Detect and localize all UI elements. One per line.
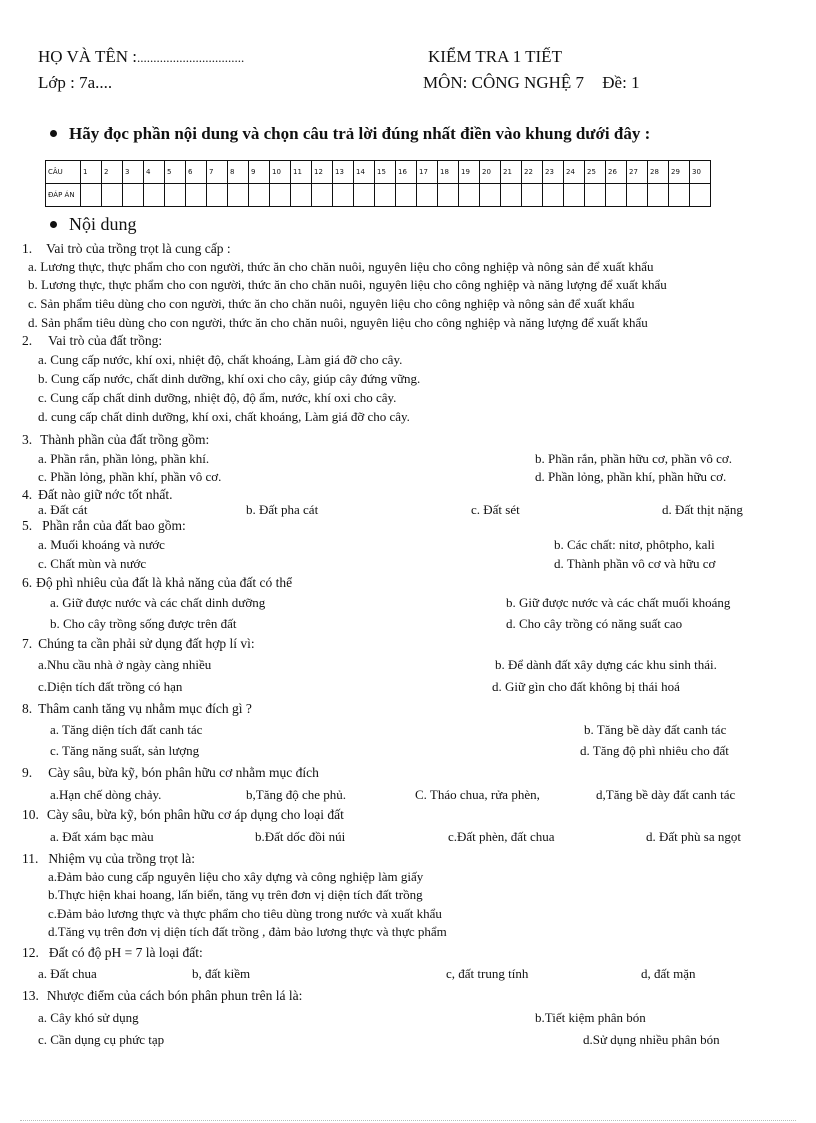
answer-cell[interactable] (291, 184, 312, 207)
answer-cell[interactable] (228, 184, 249, 207)
answer-cell[interactable] (522, 184, 543, 207)
question-8: 8. Thâm canh tăng vụ nhằm mục đích gì ? (22, 701, 252, 716)
question-number-cell: 12 (312, 161, 333, 184)
option[interactable]: d. Phần lỏng, phần khí, phần hữu cơ. (535, 469, 727, 484)
answer-cell[interactable] (123, 184, 144, 207)
question-6: 6. Độ phì nhiêu của đất là khả năng của đất có thể (22, 575, 293, 590)
option[interactable]: b. Giữ được nước và các chất muối khoáng (506, 595, 731, 610)
option[interactable]: c. Chất mùn và nước (38, 556, 147, 571)
content-heading: Nội dung (50, 214, 137, 235)
name-fill-dots[interactable]: ................................. (137, 50, 245, 65)
answer-cell[interactable] (249, 184, 270, 207)
test-title: KIỂM TRA 1 TIẾT (428, 47, 562, 66)
answer-cell[interactable] (102, 184, 123, 207)
question-number-cell: 17 (417, 161, 438, 184)
subject-line (423, 73, 640, 93)
option[interactable]: a. Đất xám bạc màu (50, 829, 154, 844)
option[interactable]: b. Đất pha cát (246, 502, 319, 517)
bullet-icon (50, 130, 57, 137)
option[interactable]: c.Đảm bảo lương thực và thực phẩm cho tiêu dùng trong nước và xuất khẩu (48, 906, 442, 921)
option[interactable]: a. Giữ được nước và các chất dinh dưỡng (50, 595, 266, 610)
answer-cell[interactable] (606, 184, 627, 207)
question-number-cell: 3 (123, 161, 144, 184)
answer-cell[interactable] (354, 184, 375, 207)
question-number-cell: 5 (165, 161, 186, 184)
question-number-cell: 30 (690, 161, 711, 184)
option[interactable]: c. Cần dụng cụ phức tạp (38, 1032, 165, 1047)
option[interactable]: a. Cung cấp nước, khí oxi, nhiệt độ, chất khoáng, Làm giá đỡ cho cây. (38, 352, 403, 367)
name-label: HỌ VÀ TÊN :................................. (38, 47, 245, 66)
answer-table-answer-row (46, 184, 711, 207)
option[interactable]: d. Thành phần vô cơ và hữu cơ (554, 556, 716, 571)
option[interactable]: b. Để dành đất xây dựng các khu sinh thái. (495, 657, 717, 672)
question-number-cell: 25 (585, 161, 606, 184)
option[interactable]: d. Tăng độ phì nhiêu cho đất (580, 743, 729, 758)
option[interactable]: d. cung cấp chất dinh dưỡng, khí oxi, chất khoáng, Làm giá đỡ cho cây. (38, 409, 410, 424)
question-number-cell: 11 (291, 161, 312, 184)
option[interactable]: b.Tiết kiệm phân bón (535, 1010, 646, 1025)
answer-cell[interactable] (627, 184, 648, 207)
class-label: Lớp : 7a.... (38, 73, 113, 92)
option[interactable]: b. Phần rắn, phần hữu cơ, phần vô cơ. (535, 451, 732, 466)
question-10: 10. Cày sâu, bừa kỹ, bón phân hữu cơ áp dụng cho loại đất (22, 807, 344, 822)
question-number-cell: 6 (186, 161, 207, 184)
exam-code: Đề: 1 (602, 73, 640, 92)
question-number-cell: 10 (270, 161, 291, 184)
question-12: 12. Đất có độ pH = 7 là loại đất: (22, 945, 203, 960)
answer-cell[interactable] (375, 184, 396, 207)
question-5: 5. Phần rắn của đất bao gồm: (22, 518, 186, 533)
answer-cell[interactable] (396, 184, 417, 207)
question-number-cell: 26 (606, 161, 627, 184)
answer-cell[interactable] (81, 184, 102, 207)
option[interactable]: d. Giữ gìn cho đất không bị thái hoá (492, 679, 680, 694)
answer-cell[interactable] (312, 184, 333, 207)
option[interactable]: d.Sử dụng nhiều phân bón (583, 1032, 720, 1047)
answer-cell[interactable] (270, 184, 291, 207)
option[interactable]: c.Đất phèn, đất chua (448, 829, 555, 844)
question-3: 3. Thành phần của đất trồng gồm: (22, 432, 210, 447)
option[interactable]: a. Đất cát (38, 502, 88, 517)
answer-cell[interactable] (438, 184, 459, 207)
option[interactable]: b.Thực hiện khai hoang, lấn biển, tăng vụ trên đơn vị diện tích đất trồng (48, 887, 423, 902)
option[interactable]: b. Lương thực, thực phẩm cho con người, thức ăn cho chăn nuôi, nguyên liệu cho công nghiệp và năng lượng để xuất khẩu (28, 277, 667, 292)
option[interactable]: d. Sản phẩm tiêu dùng cho con người, thức ăn cho chăn nuôi, nguyên liệu cho công nghiệp và năng lượng để xuất khẩu (28, 315, 648, 330)
question-number-cell: 9 (249, 161, 270, 184)
answer-cell[interactable] (585, 184, 606, 207)
question-number-cell: 24 (564, 161, 585, 184)
question-13: 13. Nhược điểm của cách bón phân phun trên lá là: (22, 988, 303, 1003)
option[interactable]: c.Diện tích đất trồng có hạn (38, 679, 183, 694)
answer-cell[interactable] (417, 184, 438, 207)
question-7: 7. Chúng ta cần phải sử dụng đất hợp lí vì: (22, 636, 255, 651)
option[interactable]: d. Cho cây trồng có năng suất cao (506, 616, 683, 631)
option[interactable]: a. Đất chua (38, 966, 97, 981)
answer-cell[interactable] (144, 184, 165, 207)
question-number-cell: 29 (669, 161, 690, 184)
instruction: Hãy đọc phần nội dung và chọn câu trả lời đúng nhất điền vào khung dưới đây : (50, 124, 650, 144)
question-11: 11. Nhiệm vụ của trồng trọt là: (22, 851, 195, 866)
question-number-cell: 14 (354, 161, 375, 184)
option[interactable]: b. Cung cấp nước, chất dinh dưỡng, khí oxi cho cây, giúp cây đứng vững. (38, 371, 421, 386)
question-number-cell: 22 (522, 161, 543, 184)
answer-cell[interactable] (186, 184, 207, 207)
option[interactable]: a. Lương thực, thực phẩm cho con người, thức ăn cho chăn nuôi, nguyên liệu cho công nghiệp và nông sản để xuất khẩu (28, 259, 654, 274)
subject-label: MÔN: CÔNG NGHỆ 7 (423, 73, 585, 92)
option[interactable]: d. Đất thịt nặng (662, 502, 743, 517)
option[interactable]: b, đất kiềm (192, 966, 251, 981)
answer-cell[interactable] (333, 184, 354, 207)
answer-cell[interactable] (501, 184, 522, 207)
option[interactable]: c. Tăng năng suất, sản lượng (50, 743, 200, 758)
option[interactable]: c. Cung cấp chất dinh dưỡng, nhiệt độ, độ ẩm, nước, khí oxi cho cây. (38, 390, 397, 405)
option[interactable]: C. Tháo chua, rửa phèn, (415, 787, 540, 802)
question-2: 2. Vai trò của đất trồng: (22, 333, 163, 348)
question-number-cell: 28 (648, 161, 669, 184)
option[interactable]: d. Đất phù sa ngọt (646, 829, 741, 844)
question-number-cell: 13 (333, 161, 354, 184)
answer-table-number-row (46, 161, 711, 184)
option[interactable]: c. Phần lỏng, phần khí, phần vô cơ. (38, 469, 222, 484)
question-number-cell: 8 (228, 161, 249, 184)
answer-table (45, 160, 711, 207)
question-number-cell: 15 (375, 161, 396, 184)
option[interactable]: a.Hạn chế dòng chảy. (50, 787, 162, 802)
option[interactable]: d, đất mặn (641, 966, 696, 981)
answer-cell[interactable] (543, 184, 564, 207)
option[interactable]: b,Tăng độ che phủ. (246, 787, 347, 802)
question-9: 9. Cày sâu, bừa kỹ, bón phân hữu cơ nhằm mục đích (22, 765, 319, 780)
question-4: 4. Đất nào giữ nớc tốt nhất. (22, 487, 173, 502)
row-label-question: CÂU (46, 161, 81, 184)
bullet-icon (50, 221, 57, 228)
answer-cell[interactable] (564, 184, 585, 207)
option[interactable]: a.Đảm bảo cung cấp nguyên liệu cho xây dựng và công nghiệp làm giấy (48, 869, 424, 884)
option[interactable]: d,Tăng bề dày đất canh tác (596, 787, 736, 802)
question-number-cell: 23 (543, 161, 564, 184)
answer-cell[interactable] (207, 184, 228, 207)
question-number-cell: 27 (627, 161, 648, 184)
answer-cell[interactable] (165, 184, 186, 207)
question-1: 1. Vai trò của trồng trọt là cung cấp : (22, 241, 231, 256)
option[interactable]: c. Đất sét (471, 502, 520, 517)
option[interactable]: a. Tăng diện tích đất canh tác (50, 722, 203, 737)
option[interactable]: a. Cây khó sử dụng (38, 1010, 139, 1025)
question-number-cell: 2 (102, 161, 123, 184)
row-label-answer: ĐÁP ÁN (46, 184, 81, 207)
answer-cell[interactable] (480, 184, 501, 207)
question-number-cell: 4 (144, 161, 165, 184)
question-number-cell: 16 (396, 161, 417, 184)
option[interactable]: a. Phần rắn, phần lỏng, phần khí. (38, 451, 210, 466)
option[interactable]: a.Nhu cầu nhà ở ngày càng nhiều (38, 657, 212, 672)
answer-cell[interactable] (648, 184, 669, 207)
answer-cell[interactable] (690, 184, 711, 207)
option[interactable]: b. Các chất: nitơ, phôtpho, kali (554, 537, 715, 552)
question-number-cell: 7 (207, 161, 228, 184)
question-number-cell: 1 (81, 161, 102, 184)
answer-cell[interactable] (459, 184, 480, 207)
option[interactable]: a. Muối khoáng và nước (38, 537, 165, 552)
option[interactable]: c. Sản phẩm tiêu dùng cho con người, thức ăn cho chăn nuôi, nguyên liệu cho công nghiệp và nông sản để xuất khẩu (28, 296, 635, 311)
question-number-cell: 19 (459, 161, 480, 184)
question-number-cell: 18 (438, 161, 459, 184)
option[interactable]: b.Đất dốc đồi núi (255, 829, 346, 844)
option[interactable]: b. Tăng bề dày đất canh tác (584, 722, 727, 737)
question-number-cell: 21 (501, 161, 522, 184)
option[interactable]: d.Tăng vụ trên đơn vị diện tích đất trồng , đảm bảo lương thực và thực phẩm (48, 924, 447, 939)
option[interactable]: c, đất trung tính (446, 966, 529, 981)
answer-cell[interactable] (669, 184, 690, 207)
option[interactable]: b. Cho cây trồng sống được trên đất (50, 616, 237, 631)
page-bottom-rule (20, 1120, 796, 1121)
question-number-cell: 20 (480, 161, 501, 184)
